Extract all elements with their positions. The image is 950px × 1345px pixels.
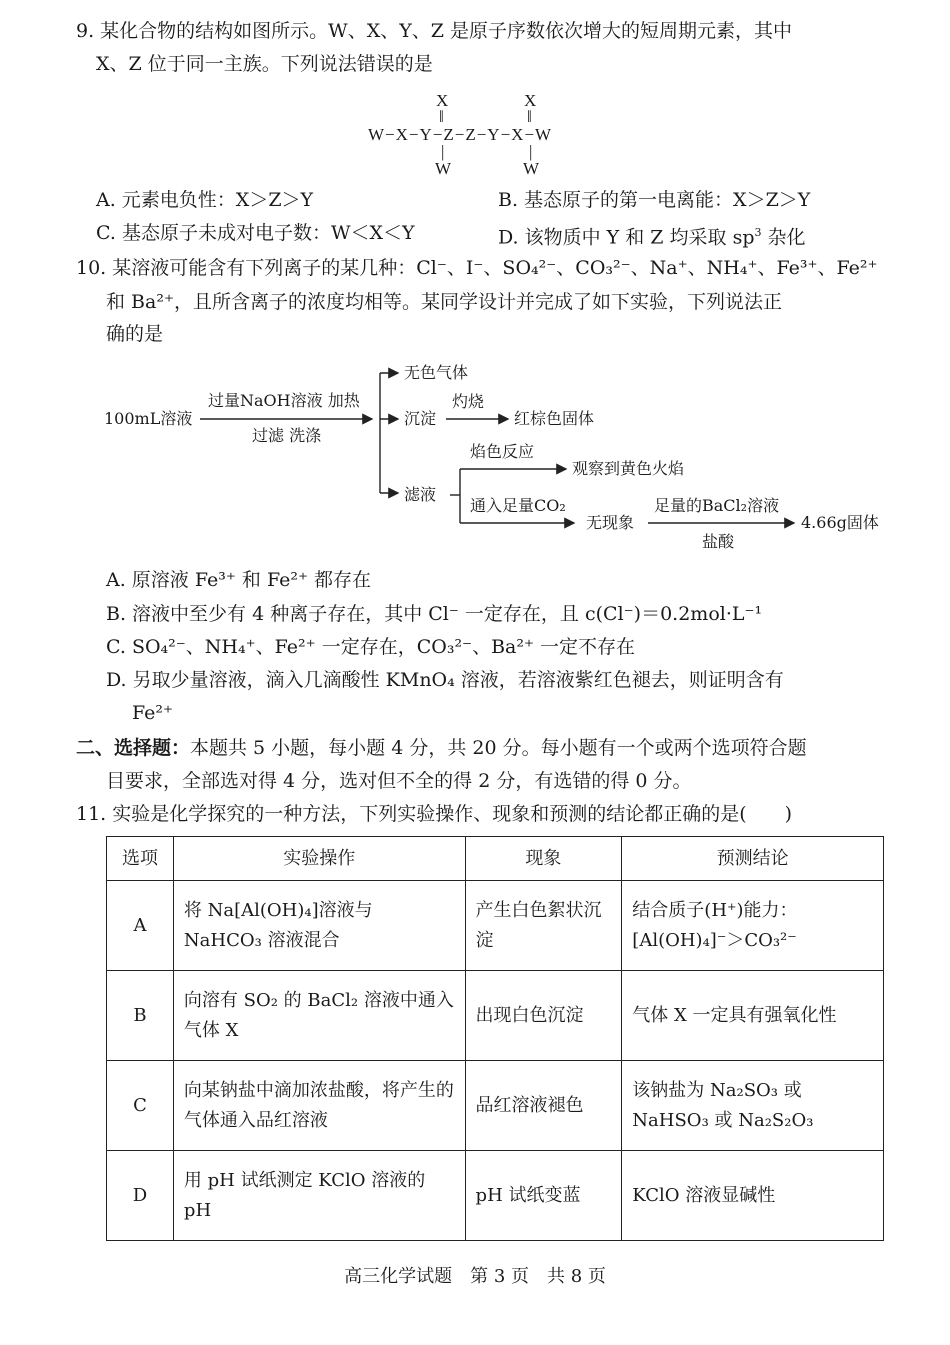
structure-bottom-w2: W bbox=[523, 159, 540, 178]
section2-line1: 二、选择题：本题共 5 小题，每小题 4 分，共 20 分。每小题有一个或两个选项符合题 bbox=[76, 737, 807, 759]
flow-filtrate: 滤液 bbox=[404, 485, 437, 504]
row-operation: 用 pH 试纸测定 KClO 溶液的 pH bbox=[173, 1151, 465, 1241]
table-row bbox=[107, 971, 884, 1061]
structure-bottom-w1: W bbox=[435, 159, 452, 178]
flow-flame-test: 焰色反应 bbox=[470, 442, 535, 461]
q10-stem-line2: 和 Ba²⁺，且所含离子的浓度均相等。某同学设计并完成了如下实验，下列说法正 bbox=[106, 291, 782, 313]
q10-flowchart bbox=[104, 358, 894, 558]
row-phenomenon: 产生白色絮状沉淀 bbox=[465, 881, 622, 971]
q9-option-d: D. 该物质中 Y 和 Z 均采取 $sp^3$ 杂化 bbox=[498, 226, 806, 249]
structure-single-bond1: | bbox=[441, 142, 445, 161]
row-operation: 将 Na[Al(OH)₄]溶液与 NaHCO₃ 溶液混合 bbox=[173, 881, 465, 971]
row-phenomenon: 品红溶液褪色 bbox=[465, 1061, 622, 1151]
flow-solid-mass: 4.66g固体 bbox=[801, 513, 879, 532]
flow-precipitate: 沉淀 bbox=[404, 409, 437, 428]
table-row bbox=[107, 1151, 884, 1241]
row-conclusion: KClO 溶液显碱性 bbox=[622, 1151, 884, 1241]
flow-reagent-bottom: 过滤 洗涤 bbox=[252, 426, 322, 445]
row-phenomenon: 出现白色沉淀 bbox=[465, 971, 622, 1061]
q9-option-a: A. 元素电负性：X＞Z＞Y bbox=[96, 189, 314, 211]
table-row bbox=[107, 881, 884, 971]
q9-stem-line1: 9. 某化合物的结构如图所示。W、X、Y、Z 是原子序数依次增大的短周期元素，其中 bbox=[76, 20, 793, 42]
q11-table bbox=[106, 836, 884, 1241]
row-option: A bbox=[107, 881, 174, 971]
row-option: C bbox=[107, 1061, 174, 1151]
q10-option-d-line2: Fe²⁺ bbox=[132, 702, 174, 724]
flow-hcl: 盐酸 bbox=[702, 532, 735, 551]
flow-gas: 无色气体 bbox=[404, 363, 469, 382]
section2-heading: 二、选择题： bbox=[76, 737, 191, 759]
structure-top-x2: X bbox=[524, 91, 537, 110]
q10-option-b: B. 溶液中至少有 4 种离子存在，其中 Cl⁻ 一定存在，且 c(Cl⁻)＝0.2mol·L⁻¹ bbox=[106, 603, 763, 625]
structure-double-bond2: ‖ bbox=[527, 107, 532, 126]
section2-line2: 目要求，全部选对得 4 分，选对但不全的得 2 分，有选错的得 0 分。 bbox=[106, 770, 692, 792]
flow-bacl2: 足量的BaCl₂溶液 bbox=[654, 496, 780, 515]
structure-double-bond1: ‖ bbox=[439, 107, 444, 126]
header-conclusion: 预测结论 bbox=[622, 837, 884, 881]
row-operation: 向某钠盐中滴加浓盐酸，将产生的气体通入品红溶液 bbox=[173, 1061, 465, 1151]
header-phenomenon: 现象 bbox=[465, 837, 622, 881]
q10-option-c: C. SO₄²⁻、NH₄⁺、Fe²⁺ 一定存在，CO₃²⁻、Ba²⁺ 一定不存在 bbox=[106, 636, 636, 658]
row-conclusion: 该钠盐为 Na₂SO₃ 或 NaHSO₃ 或 Na₂S₂O₃ bbox=[622, 1061, 884, 1151]
q10-option-d-line1: D. 另取少量溶液，滴入几滴酸性 KMnO₄ 溶液，若溶液紫红色褪去，则证明含有 bbox=[106, 669, 784, 691]
flow-burn: 灼烧 bbox=[452, 392, 485, 411]
table-header-row bbox=[107, 837, 884, 881]
header-option: 选项 bbox=[107, 837, 174, 881]
q9-option-b: B. 基态原子的第一电离能：X＞Z＞Y bbox=[498, 189, 811, 211]
row-phenomenon: pH 试纸变蓝 bbox=[465, 1151, 622, 1241]
row-operation: 向溶有 SO₂ 的 BaCl₂ 溶液中通入气体 X bbox=[173, 971, 465, 1061]
q9-stem-line2: X、Z 位于同一主族。下列说法错误的是 bbox=[96, 53, 433, 75]
row-conclusion: 气体 X 一定具有强氧化性 bbox=[622, 971, 884, 1061]
flow-reagent-top: 过量NaOH溶液 加热 bbox=[208, 391, 360, 410]
q9-option-c: C. 基态原子未成对电子数：W＜X＜Y bbox=[96, 222, 415, 244]
q9-structure-diagram bbox=[368, 88, 608, 180]
q10-option-a: A. 原溶液 Fe³⁺ 和 Fe²⁺ 都存在 bbox=[106, 569, 372, 591]
row-option: B bbox=[107, 971, 174, 1061]
row-conclusion: 结合质子(H⁺)能力：[Al(OH)₄]⁻＞CO₃²⁻ bbox=[622, 881, 884, 971]
header-operation: 实验操作 bbox=[173, 837, 465, 881]
structure-single-bond2: | bbox=[529, 142, 533, 161]
flow-red-solid: 红棕色固体 bbox=[514, 409, 595, 428]
structure-top-x1: X bbox=[436, 91, 449, 110]
flow-yellow-flame: 观察到黄色火焰 bbox=[572, 459, 685, 478]
page-footer: 高三化学试题 第 3 页 共 8 页 bbox=[344, 1266, 606, 1287]
flow-co2: 通入足量CO₂ bbox=[470, 496, 566, 515]
q10-stem-line1: 10. 某溶液可能含有下列离子的某几种：Cl⁻、I⁻、SO₄²⁻、CO₃²⁻、Na⁺、NH₄⁺、Fe³⁺、Fe²⁺ bbox=[76, 257, 878, 279]
flow-no-change: 无现象 bbox=[586, 513, 635, 532]
structure-chain: W−X−Y−Z−Z−Y−X−W bbox=[368, 125, 553, 144]
flow-start: 100mL溶液 bbox=[104, 409, 193, 428]
q10-stem-line3: 确的是 bbox=[106, 323, 164, 345]
row-option: D bbox=[107, 1151, 174, 1241]
table-row bbox=[107, 1061, 884, 1151]
q11-stem: 11. 实验是化学探究的一种方法，下列实验操作、现象和预测的结论都正确的是( ) bbox=[76, 803, 793, 825]
